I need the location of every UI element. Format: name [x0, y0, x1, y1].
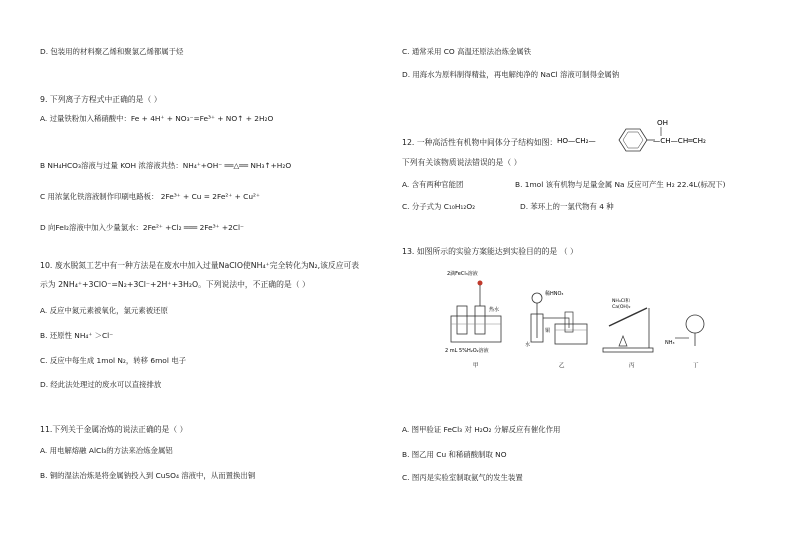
test-tube-icon — [457, 306, 467, 334]
experiment-apparatus-figure — [437, 266, 717, 374]
question-11-option-a: A. 用电解熔融 AlCl₃的方法来冶炼金属铝 — [40, 446, 173, 455]
structure-oh-label: OH — [657, 118, 669, 127]
question-9-option-b: B NH₄HCO₃溶液与过量 KOH 浓溶液共热：NH₄⁺+OH⁻ ══△══ NH₃↑+H₂O — [40, 161, 292, 170]
yi-cu-label: 铜 — [545, 328, 551, 334]
jia-bottom-label: 2 mL 5%H₂O₂溶液 — [445, 348, 489, 354]
question-12-option-c: C. 分子式为 C₁₀H₁₂O₂ — [402, 202, 476, 211]
question-12-subtext: 下列有关该物质说法错误的是（ ） — [402, 158, 522, 167]
question-12-option-a: A. 含有两种官能团 — [402, 180, 464, 189]
left-column — [0, 0, 380, 550]
jia-water-label: 热水 — [489, 307, 500, 313]
yi-acid-label: 稀HNO₃ — [545, 291, 564, 297]
question-10-stem-line1: 10. 废水脱氮工艺中有一种方法是在废水中加入过量NaClO使NH₄⁺完全转化为N₂,该反应可表 — [40, 261, 360, 270]
option-d-prev: D. 用海水为原料制得精盐，再电解纯净的 NaCl 溶液可制得金属钠 — [402, 70, 620, 79]
question-13-stem: 13. 如图所示的实验方案能达到实验目的的是 （ ） — [402, 247, 578, 256]
apparatus-ding — [665, 315, 704, 369]
ding-gas-label: NH₃ — [665, 340, 675, 346]
apparatus-yi — [525, 290, 587, 369]
benzene-ring-icon — [619, 129, 647, 151]
molecule-structure-figure — [557, 116, 777, 156]
question-13-option-c: C. 图丙是实验室制取氨气的发生装置 — [402, 473, 523, 482]
question-12-option-d: D. 苯环上的一氯代物有 4 种 — [520, 202, 614, 211]
question-9-option-d: D 向FeI₂溶液中加入少量氯水：2Fe²⁺ +Cl₂ ═══ 2Fe³⁺ +2Cl⁻ — [40, 223, 244, 232]
question-11-option-b: B. 铜的湿法冶炼是将金属钠投入到 CuSO₄ 溶液中，从而置换出铜 — [40, 471, 256, 480]
apparatus-jia — [445, 270, 501, 369]
question-12-stem: 12. 一种高活性有机物中间体分子结构如图： — [402, 138, 558, 147]
right-column — [397, 0, 777, 550]
question-10-option-d: D. 经此法处理过的废水可以直接排放 — [40, 380, 162, 389]
jia-top-label: 2滴FeCl₃溶液 — [447, 271, 478, 277]
question-13-option-a: A. 图甲验证 FeCl₃ 对 H₂O₂ 分解反应有催化作用 — [402, 425, 561, 434]
option-d-prev: D. 包装用的材料聚乙烯和聚氯乙烯都属于烃 — [40, 47, 184, 56]
option-c-prev: C. 通常采用 CO 高温还原法冶炼金属铁 — [402, 47, 532, 56]
question-10-option-c: C. 反应中每生成 1mol N₂，转移 6mol 电子 — [40, 356, 186, 365]
caption-jia: 甲 — [473, 363, 479, 369]
question-13-option-b: B. 图乙用 Cu 和稀硝酸制取 NO — [402, 450, 507, 459]
bing-reagent-label: NH₄Cl和 Ca(OH)₂ — [612, 299, 631, 310]
tilted-test-tube-icon — [609, 308, 647, 326]
structure-right-group: —CH—CH═CH₂ — [653, 136, 706, 145]
question-10-stem-line2: 示为 2NH₄⁺+3ClO⁻=N₂+3Cl⁻+2H⁺+3H₂O。下列说法中，不正确的是（ ） — [40, 280, 310, 289]
test-tube-icon — [475, 306, 485, 334]
water-trough-icon — [555, 324, 587, 344]
caption-bing: 丙 — [629, 363, 635, 369]
question-9-option-c: C 用浓氯化铁溶液制作印刷电路板： 2Fe³⁺ + Cu = 2Fe²⁺ + Cu²⁺ — [40, 192, 260, 201]
caption-yi: 乙 — [559, 363, 565, 369]
question-10-option-a: A. 反应中氮元素被氧化，氯元素被还原 — [40, 306, 168, 315]
yi-water-label: 水 — [525, 342, 531, 348]
alcohol-lamp-icon — [619, 336, 627, 346]
question-9-stem: 9. 下列离子方程式中正确的是（ ） — [40, 95, 162, 104]
funnel-icon — [532, 293, 542, 303]
dropper-bulb-icon — [478, 281, 483, 286]
apparatus-bing — [603, 297, 653, 369]
question-11-stem: 11.下列关于金属冶炼的说法正确的是（ ） — [40, 425, 188, 434]
round-flask-icon — [686, 315, 704, 333]
structure-left-group: HO—CH₂— — [557, 136, 596, 145]
caption-ding: 丁 — [693, 363, 699, 369]
beaker-icon — [451, 316, 501, 342]
question-12-option-b: B. 1mol 该有机物与足量金属 Na 反应可产生 H₂ 22.4L(标况下) — [515, 180, 726, 189]
question-10-option-b: B. 还原性 NH₄⁺ ＞Cl⁻ — [40, 331, 114, 340]
question-9-option-a: A. 过量铁粉加入稀硝酸中：Fe + 4H⁺ + NO₃⁻=Fe³⁺ + NO↑ + 2H₂O — [40, 114, 274, 123]
